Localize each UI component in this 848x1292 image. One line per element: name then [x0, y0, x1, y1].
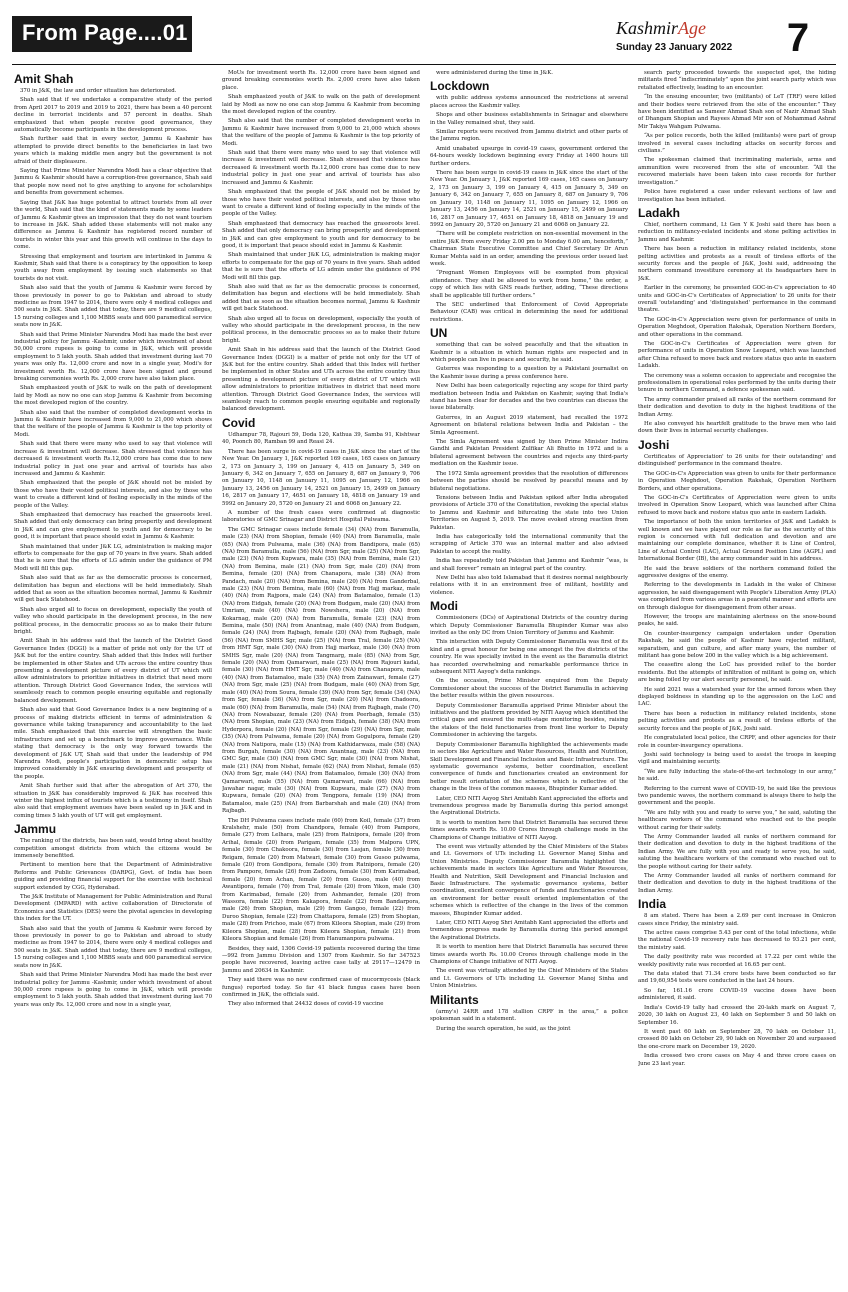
- article-paragraph: The event was virtually attended by the Chief Ministers of the States and Lt. Governors of UTs including Lt. Governor Manoj Sinha and Union Ministries. Deputy Commissioner Baramulla highlighted the achievements made in sectors like Agriculture and Water Resources, Health and Nutrition, Skill Development and Financial Inclusion and Basic Infrastructure. The systematic governance systems, better coordination, excellent convergence of funds and functionaries created an environment for better result oriented implementation of the schemes which is reflective of the change in the lives of the common masses, Bhupinder Kumar added.: [430, 843, 628, 917]
- article-paragraph: Referring to the developments in Ladakh in the wake of Chinese aggression, he said disengagement with People's Liberation Army (PLA) was completed from various areas in a peaceful manner and efforts are on through dialogue for disengagement from other areas.: [638, 582, 836, 611]
- brand-logo: [616, 18, 736, 40]
- article-paragraph: They also informed that 24432 doses of covid-19 vaccine: [228, 1001, 384, 1008]
- article-paragraph: It is worth to mention here that District Baramulla has secured three times awards worth Rs. 10.00 Crores through challenge mode in the Champions of Change initiative of NITI Aayog.: [430, 944, 628, 966]
- article-paragraph: The importance of both the union territories of J&K and Ladakh is well known and we have played our role as far as the security of this region is concerned with full dedication and devotion and are maintaining our complete dominance, whether it is Line of Control, Line of Actual Control (LAC), Actual Ground Position Line (AGPL) and International Border (IB), the army commander said in his address.: [638, 519, 836, 563]
- article-paragraph: Shah also said that as far as the democratic process is concerned, delimitation has begun and elections will be held immediately. Shah added that as soon as the situation becomes normal, Jammu & Kashmir will get back Statehood.: [14, 575, 212, 604]
- article-paragraph: New Delhi has also told Islamabad that it desires normal neighbourly relations with it in an environment free of militant, hostility and violence.: [430, 574, 628, 596]
- article-paragraph: were administered during the time in J&K.: [436, 70, 553, 76]
- article-paragraph: Shah emphasized that democracy has reached the grassroots level. Shah added that only democracy can bring prosperity and development in J&K and can give employment to youth and for democracy to be good, it is important that peace should exist in Jammu & Kashmir.: [14, 511, 212, 541]
- article-paragraph: “We are fully with you and ready to serve you,” he said, saluting the healthcare workers of the command who reached out to the people without caring for their safety.: [638, 809, 836, 831]
- article-paragraph: Stressing that employment and tourism are intertinked in Jammu & Kashmir, Shah said that there is a conspiracy by the opposition to keep youth away from employment by issuing such statements so that tourists do not visit.: [14, 253, 212, 282]
- article-paragraph: Shah emphasized youth of J&K to walk on the path of development laid by Modi as now no one can stop Jammu & Kashmir from becoming the most developed region of the country.: [222, 94, 420, 116]
- article-paragraph: Tensions between India and Pakistan spiked after India abrogated provisions of Article 370 of the Constitution, revoking the special status to Jammu and Kashmir and bifurcating the state into two Union Territories on August 5, 2019. The move evoked strong reaction from Pakistan.: [430, 494, 628, 531]
- article-paragraph: It is worth to mention here that District Baramulla has secured three times awards worth Rs. 10.00 Crores through challenge mode in the Champions of Change initiative of NITI Aayog.: [430, 819, 628, 841]
- article-paragraph: Shah emphasized that the people of J&K should not be misled by those who have their vested political interests, and also by those who want to create a different kind of feeling especially in the minds of the people of the Valley.: [222, 189, 420, 218]
- article-paragraph: The DH Pulwama cases include male (60) from Koil, female (37) from Kralshehr, male (50) from Chandpora, female (40) from Pampore, female (27) from Lelhara, male (25) from Ratnipora, female (20) from Arihal, female (20) from Parigam, female (35) from Malpora UPN, female (30) from Chakoora, female (30) from Lasjan, female (30) from Reigam, female (20) from Matwari, female (30) from Gusoo pulwama, female (20) from Gondipora, female (30) from Ratnipora, female (20) from Pampore, female (26) from Zadoora, female (30) from Karimabad, female (20) from Achan, female (20) from Gusoo, male (40) from Awantipora, female (70) from Tral, female (20) from Yikon, male (30) from Karimabad, female (20) from Ashmander, female (20) from Wassora, female (22) from Kakapora, female (22) from Bandarpora, male (26) from Shopian, male (29) from Gangoo, female (22) from Duroo Shopian, female (22) from Chattapora, female (25) from Shopian, male (28) from Prichoo, male (67) from Kileora Shopian, male (29) from Kileora Shopian, male (28) from Kileora Shopian, female (21) from Kileora Shopian and female (26) from Hanumanpora pulwama.: [222, 817, 420, 943]
- article-paragraph: India crossed two crore cases on May 4 and three crore cases on June 23 last year.: [638, 1053, 836, 1067]
- article-paragraph: Deputy Commissioner Baramulla highlighted the achievements made in sectors like Agriculture and Water Resources, Health and Nutrition, Skill Development and Financial Inclusion and Basic Infrastructure. The systematic governance systems, better coordination, excellent convergence of funds and functionaries created an environment for better result orientation of the schemes which is reflective of the change in the lives of the common masses, Bhupinder Kumar added.: [430, 741, 628, 793]
- article-paragraph: The GOC-in-C's Certificates of Appreciation were given for performance of units in Operation Snow Leopard, which was launched after China refused to move back and restore status quo ante in eastern Ladakh.: [638, 341, 836, 370]
- header-rule: [12, 64, 836, 65]
- section-heading: India: [638, 897, 667, 912]
- article-paragraph: He also conveyed his heartfelt gratitude to the brave men who laid down their lives in internal security challenges.: [638, 421, 836, 435]
- article-paragraph: Shah said that if we undertake a comparative study of the period from April 2017 to 2019 and 2019 to 2021, there has been a 40 percent decline in terrorist incidents and 57 percent in deaths. Shah emphasized that when people receive good governance, they automatically become participants in the development process.: [14, 97, 212, 134]
- article-paragraph: Shah maintained that under J&K LG, administration is making major efforts to compensate for the gap of 70 years in five years. Shah added that he is sure that the efforts of LG admin under the guidance of PM Modi will fill this gap.: [14, 543, 212, 572]
- article-paragraph: Amit Shah in his address said that the launch of the District Good Governance Index (DGGI) is a matter of pride not only for the UT of J&K but for the entire country. Shah added that this Index will further be implemented in other States and UTs across the entire country thus presenting a development picture of every district of UT which will allow administrators to prioritize initiatives in district that need more attention. Through District Good Governance Index, the services will seamlessly reach to common people ensuring equitable and regionally balanced development.: [222, 347, 420, 413]
- section-heading: UN: [430, 326, 448, 341]
- article-paragraph: There has been a reduction in militancy related incidents, stone pelting activities and protests as a result of tireless efforts of the security forces and the people of J&K, Joshi said, addressing the northern command investiture ceremony at its headquarters here in J&K.: [638, 246, 836, 282]
- article-paragraph: Shah also said that the youth of Jammu & Kashmir were forced by those previously in power to go to Pakistan and abroad to study medicine as from 1947 to 2014, there were only 4 medical colleges and 500 seats in J&K. Shah added that today, there are 9 medical colleges, 15 nursing colleges and 1,100 MBBS seats and 600 paramedical service seats now in J&K.: [14, 285, 212, 329]
- article-paragraph: Shah further said that in every sector, Jammu & Kashmir has attempted to provide direct benefits to the beneficiaries in last two years which is making middle men angry but the government is not afraid of their displeasure.: [14, 136, 212, 165]
- article-paragraph: Shah also said that Good Governance Index is a new beginning of a process of making districts efficient in terms of administration & governance while taking transparency and accountability to the last mile. Shah emphasized that this exercise will strengthen the basic infrastructure and set up a benchmark to improve governance. While stating that democracy is the only way forward towards the development of J&K UT, Shah said that under the leadership of PM Narendra Modi, people's participation in democratic setup has improved considerably in J&K ensuring development and prosperity of the people.: [14, 707, 212, 780]
- article-paragraph: He said 2021 was a watershed year for the armed forces when they displayed boldness in standing up to the aggression on the LoC and LAC.: [638, 686, 836, 708]
- section-heading: Modi: [430, 599, 458, 614]
- article-paragraph: Referring to the current wave of COVID-19, he said like the previous two pandemic waves, the northern command is always there to help the government and the people.: [638, 785, 836, 807]
- article-paragraph: Shah emphasized that the people of J&K should not be misled by those who have their vested political interests, and also by those who want to create a different kind of feeling especially in the minds of the people of the Valley.: [14, 480, 212, 509]
- section-title: From Page....01: [22, 20, 188, 45]
- article-paragraph: Amid unabated upsurge in covid-19 cases, government ordered the 64-hours weekly lockdown beginning every Friday at 1400 hours till further orders.: [430, 145, 628, 167]
- article-paragraph: Shah also said that the number of completed development works in Jammu & Kashmir have increased from 9,000 to 21,000 which shows that the welfare of the people of Jammu & Kashmir is the top priority of Modi.: [14, 409, 212, 438]
- article-paragraph: The Army Commander lauded all ranks of northern command for their dedication and devotion to duty in the highest traditions of the Indian Army.: [638, 873, 836, 894]
- article-paragraph: There has been surge in covid-19 cases in J&K since the start of the New Year. On January 1, J&K reported 169 cases, 165 cases on January 2, 173 on January 3, 199 on January 4, 415 on January 5, 349 on January 6, 342 on January 7, 655 on January 8, 687 on January 9, 706 on January 10, 1148 on January 11, 1095 on January 12, 1966 on January 13, 2456 on January 14, 2521 on January 15, 2499 on January 16, 2817 on January 17, 4651 on January 18, 4818 on January 19 and 5992 on January 20, 5720 on January 21 and 6068 on January 22.: [222, 448, 420, 507]
- article-paragraph: Shah also urged all to focus on development, especially the youth of valley who should participate in the development process, in the new political process, in the democratic process so as to make their future bright.: [222, 315, 420, 344]
- article-paragraph: The GOC-in-C's Certificates of Appreciation were given to units involved in Operation Snow Leopard, which was launched after China refused to move back and restore status quo ante in eastern Ladakh.: [638, 494, 836, 516]
- article-paragraph: The Army Commander lauded all ranks of northern command for their dedication and devotion to duty in the highest traditions of the Indian Army. We are fully with you and ready to serve you, he said, saluting the healthcare workers of the command who reached out to the people without caring for their safety.: [638, 833, 836, 870]
- article-paragraph: The ceasefire along the LoC has provided relief to the border residents. But the attempts of infiltration of militant is going on, which are being foiled by our alert security personnel, he said.: [638, 662, 836, 684]
- article-paragraph: “As per police records, both the killed (militants) were part of group involved in several cases including attacks on security forces and civilians.”: [638, 133, 836, 155]
- article-paragraph: Saying that Prime Minister Narendra Modi has a clear objective that Jammu & Kashmir should have a corruption-free governance, Shah said that people now need not to give anything to anyone for scholarships and benefits from government schemes.: [14, 168, 212, 197]
- article-paragraph: A number of the fresh cases were confirmed at diagnostic laboratories of GMC Srinagar and District Hospital Pulwama.: [222, 509, 420, 524]
- article-paragraph: Later, CEO NITI Aayog Shri Amitabh Kant appreciated the efforts and tremendous progress made by Baramulla during this period amongst the Aspirational Districts.: [430, 795, 628, 817]
- article-paragraph: The army commander praised all ranks of the northern command for their dedication and devotion to duty in the highest traditions of the Indian Army.: [638, 396, 836, 418]
- article-paragraph: Pertinent to mention here that the Department of Administrative Reforms and Public Grievances (DARPG), Govt. of India has been guiding and providing financial support for the exercise with technical support extended by CGG, Hyderabad.: [14, 862, 212, 891]
- section-heading: Militants: [430, 992, 479, 1007]
- article-paragraph: The J&K Institute of Management for Public Administration and Rural Development (IMPARD) with active collaboration of Directorate of Economics and Statistics (DES) were the pivotal agencies in developing this index for the UT.: [14, 894, 212, 923]
- article-paragraph: On the occasion, Prime Minister enquired from the Deputy Commissioner about the success of the District Baramulla in achieving the better results within the given resources.: [430, 678, 628, 700]
- article-paragraph: The active cases comprise 5.43 per cent of the total infections, while the national Covid-19 recovery rate has decreased to 93.21 per cent, the ministry said.: [638, 930, 836, 951]
- article-paragraph: Shah said that Prime Minister Narendra Modi has made the best ever industrial policy for Jammu -Kashmir, under which investment of about 50,000 crore rupees is going to come in J&K, which will provide employment to 5 lakh youth. Shah added that investment during last 70 years was only Rs. 12,000 crore and now in a single year,: [14, 972, 212, 1008]
- article-paragraph: Deputy Commissioner Baramulla apprised Prime Minister about the initiatives and the platform provided by NITI Aayog which identified the critical gaps and ensured the multi-stage monitoring besides, raising the stakes of the field functionaries from front line worker to Deputy Commissioner in achieving the targets.: [430, 702, 628, 739]
- article-paragraph: Later, CEO NITI Aayog Shri Amitabh Kant appreciated the efforts and tremendous progress made by Baramulla during this period amongst the Aspirational Districts.: [430, 920, 628, 941]
- article-paragraph: India has categorically told the international community that the scrapping of Article 370 was an internal matter and also advised Pakistan to accept the reality.: [430, 533, 628, 555]
- article-paragraph: Earlier in the ceremony, he presented GOC-in-C's appreciation to 40 units and GOC-in-C's Certificates of Appreciation' to 26 units for their overall 'outstanding' and 'distinguished' performance in the command theatre.: [638, 285, 836, 314]
- article-paragraph: search party proceeded towards the suspected spot, the hiding militants fired “indiscriminately” upon the joint search party which was retaliated effectively, leading to an encounter.: [638, 70, 836, 91]
- article-paragraph: The spokesman claimed that incriminating materials, arms and ammunition were recovered from the site of encounter. “All the recovered materials have been taken into case records for further investigation.”: [638, 157, 836, 186]
- article-paragraph: “There will be complete restriction on non-essential movement in the entire J&K from every Friday 2.00 pm to Monday 6.00 am, henceforth,” Chairman State Executive Committee and Chief Secretary Dr Arun Kumar Mehta said in an order, amending the previous order issued last week.: [430, 231, 628, 267]
- article-paragraph: Guterres was responding to a question by a Pakistani journalist on the Kashmir issue during a press conference here.: [430, 366, 628, 380]
- article-paragraph: New Delhi has been categorically rejecting any scope for third party mediation between India and Pakistan on Kashmir, saying that India's stand has been clear for decades and the two countries can discuss the issue bilaterally.: [430, 383, 628, 412]
- article-paragraph: During the search operation, he said, as the joint: [436, 1025, 571, 1032]
- article-paragraph: Commissioners (DCs) of Aspirational Districts of the country during which Deputy Commissioner Baramulla Bhupinder Kumar was also invited as the only DC from Union Territory of Jammu and Kashmir.: [430, 615, 628, 636]
- article-paragraph: “Pregnant Women Employees will be exempted from physical attendance. They shall be allowed to work from home,” the order, a copy of which lies with GNS reads further, adding, “These directions shall be applicable till further orders.”: [430, 270, 628, 299]
- article-paragraph: Shah also said that the number of completed development works in Jammu & Kashmir have increased from 9,000 to 21,000 which shows that the welfare of the people of Jammu & Kashmir is the top priority of Modi.: [222, 118, 420, 147]
- section-heading: Joshi: [638, 437, 670, 452]
- article-paragraph: The SEC underlined that Enforcement of Covid Appropriate Behaviour (CAB) was critical in determining the need for additional restrictions.: [430, 301, 628, 323]
- issue-date: Sunday 23 January 2022: [616, 42, 733, 53]
- article-paragraph: Joshi said technology is being used to assist the troops in keeping vigil and maintaining security.: [638, 751, 836, 766]
- article-paragraph: This interaction with Deputy Commissioner Baramulla was first of its kind and a great honour for being one amongst the five districts of the country. He was specially invited in the event as the Baramulla district has recorded overwhelming and remarkable performance thrice in subsequent NITI Aayog's delta rankings.: [430, 639, 628, 676]
- article-paragraph: There has been a reduction in militancy related incidents, stone pelting activities and protests as a result of tireless efforts of the security forces and the people of J&K, Joshi said.: [638, 710, 836, 732]
- column-2: [222, 70, 420, 1280]
- brand-age: Age: [678, 18, 706, 38]
- article-paragraph: Shah also said that the youth of Jammu & Kashmir were forced by those previously in power to go to Pakistan and abroad to study medicine as from 1947 to 2014, there were only 4 medical colleges and 500 seats in J&K. Shah added that today, there are 9 medical colleges, 15 nursing colleges and 1,100 MBBS seats and 600 paramedical service seats now in J&K.: [14, 925, 212, 969]
- article-paragraph: However, the troops are maintaining alertness on the snow-bound peaks, he said.: [638, 614, 836, 628]
- article-paragraph: On counter-insurgency campaign undertaken under Operation Rakshak, he said the people of Kashmir have rejected militant, separatism, and gun culture, and after many years, the number of militant has gone below 200 in the valley which is a big achievement.: [638, 630, 836, 660]
- article-paragraph: So far, 161.16 crore COVID-19 vaccine doses have been administered, it said.: [638, 987, 836, 1002]
- section-heading: Ladakh: [638, 205, 681, 220]
- article-paragraph: Chief, northern command, Lt Gen Y K Joshi said there has been a reduction in militancy-related incidents and stone pelting activities in Jammu and Kashmir.: [638, 221, 836, 243]
- column-1: [14, 70, 212, 1280]
- article-paragraph: The ranking of the districts, has been said, would bring about healthy competition amongst districts from which the citizens would be immensely benefitted.: [14, 838, 212, 859]
- article-paragraph: Shah also urged all to focus on development, especially the youth of valley who should participate in the development process, in the new political process, in the democratic process so as to make their future bright.: [14, 606, 212, 636]
- article-paragraph: The ceremony was a solemn occasion to appreciate and recognise the professionalism in operational roles performed by the units during their tenure in northern Command, a defence spokesman said.: [638, 372, 836, 394]
- article-paragraph: “In the ensuing encounter, two (militants) of LeT (TRF) were killed and their bodies were retrieved from the site of the encounter.” They have been identified as Sameer Ahmad Shah son of Nazir Ahmad Shah of Dhangam Shopian and Rayees Ahmad Mir son of Mohammad Ashraf Mir Takiya Wahgam Pulwama.: [638, 94, 836, 130]
- brand-kashmir: Kashmir: [616, 18, 679, 38]
- article-paragraph: India's Covid-19 tally had crossed the 20-lakh mark on August 7, 2020, 30 lakh on August 23, 40 lakh on September 5 and 50 lakh on September 16.: [638, 1004, 836, 1026]
- article-paragraph: He said the brave soldiers of the northern command foiled the aggressive designs of the enemy.: [638, 565, 836, 579]
- article-paragraph: Amit Shah further said that after the abrogation of Art 370, the situation in J&K has considerably improved & J&K has received this winter the highest influx of tourists which is a testimony in itself. Shah also said that employment avenues have been sealed up in J&K and in coming times 5 lakh youth of UT will get employment.: [14, 783, 212, 819]
- column-4: [638, 70, 836, 1280]
- article-paragraph: The data stated that 71.34 crore tests have been conducted so far and 19,60,954 tests were conducted in the last 24 hours.: [638, 971, 836, 985]
- article-paragraph: Saying that J&K has huge potential to attract tourists from all over the world, Shah said that the kind of statements made by some leaders of Jammu & Kashmir gives an impression that they do not want tourism to increase in J&K. Shah added these statements will not make any difference as Jammu & Kashmir has registered record number of tourists in winter this year and this growth will continue in the days to come.: [14, 199, 212, 251]
- article-paragraph: They said there was no new confirmed case of mucormycosis (black fungus) reported today. So far 41 black fungus cases have been confirmed in J&K, the officials said.: [222, 977, 420, 998]
- article-paragraph: Shah said that Prime Minister Narendra Modi has made the best ever industrial policy for Jammu -Kashmir, under which investment of about 50,000 crore rupees is going to come in J&K, which will provide employment to 5 lakh youth. Shah added that investment during last 70 years was only Rs. 12,000 crore and now in a single year, Modi's for investment worth Rs. 12,000 crore have been signed and ground breaking ceremonies worth Rs. 2,000 crore have also taken place.: [14, 331, 212, 383]
- article-paragraph: Shah said that there were many who used to say that violence will increase & investment will decrease. Shah stressed that violence has decreased & investment worth Rs.12,000 crore has come due to new industrial policy in just one year and arrival of tourists has also increased and Jammu & Kashmir.: [14, 441, 212, 477]
- article-paragraph: 370 in J&K, the law and order situation has deteriorated.: [20, 88, 177, 94]
- article-paragraph: The daily positivity rate was recorded at 17.22 per cent while the weekly positivity rate was recorded at 16.65 per cent.: [638, 954, 836, 968]
- section-heading: Jammu: [14, 822, 57, 837]
- article-paragraph: It went past 60 lakh on September 28, 70 lakh on October 11, crossed 80 lakh on October 29, 90 lakh on November 20 and surpassed the one-crore mark on December 19, 2020.: [638, 1028, 836, 1050]
- article-paragraph: Udhampur 78, Rajouri 59, Doda 120, Kathua 39, Samba 91, Kishtwar 40, Poonch 80, Ramban 99 and Reasi 24.: [222, 431, 420, 446]
- article-paragraph: Shah maintained that under J&K LG, administration is making major efforts to compensate for the gap of 70 years in five years. Shah added that he is sure that the efforts of LG admin under the guidance of PM Modi will fill this gap.: [222, 252, 420, 281]
- article-paragraph: “We are fully inducting the state-of-the-art technology in our army,” he said.: [638, 768, 836, 783]
- article-paragraph: The 1972 Simla agreement provides that the resolution of differences between the parties should be resolved by peaceful means and by bilateral negotiations.: [430, 470, 628, 492]
- article-paragraph: Police have registered a case under relevant sections of law and investigation has been initiated.: [638, 189, 836, 203]
- article-paragraph: The GOC-in-C's Appreciation were given for performance of units in Operation Meghdoot, Operation Rakshak, Operation Northern Borders, and other operations in the command.: [638, 316, 836, 338]
- page-number: 7: [786, 16, 810, 60]
- article-paragraph: something that can be solved peacefully and that the situation in Kashmir is a situation in which human rights are respected and in which people can live in peace and security, he said.: [430, 342, 628, 363]
- article-paragraph: Shah emphasized youth of J&K to walk on the path of development laid by Modi as now no one can stop Jammu & Kashmir from becoming the most developed region of the country.: [14, 385, 212, 407]
- section-heading: Amit Shah: [14, 72, 74, 86]
- section-heading: Lockdown: [430, 79, 490, 94]
- article-paragraph: with public address systems announced the restrictions at several places across the Kashmir valley.: [430, 95, 628, 109]
- article-paragraph: The GOC-in-C's Appreciation was given to units for their performance in Operation Meghdoot, Operation Rakshak, Operation Northern Borders, and other operations.: [638, 470, 836, 492]
- article-paragraph: Certificates of Appreciation' to 26 units for their outstanding' and distinguished' performance in the command theatre.: [638, 453, 836, 468]
- article-paragraph: Similar reports were received from Jammu district and other parts of the Jammu region.: [430, 129, 628, 143]
- article-paragraph: Guterres, in an August 2019 statement, had recalled the 1972 Agreement on bilateral relations between India and Pakistan – the Simla Agreement.: [430, 414, 628, 436]
- article-paragraph: Shah said that there were many who used to say that violence will increase & investment will decrease. Shah stressed that violence has decreased & investment worth Rs.12,000 crore has come due to new industrial policy in just one year and arrival of tourists has also increased and Jammu & Kashmir.: [222, 150, 420, 186]
- article-paragraph: Amit Shah in his address said that the launch of the District Good Governance Index (DGGI) is a matter of pride not only for the UT of J&K but for the entire country. Shah added that this Index will further be implemented in other States and UTs across the entire country thus presenting a development picture of every district of UT which will allow administrators to prioritize initiatives in district that need more attention. Through District Good Governance Index, the services will seamlessly reach to common people ensuring equitable and regionally balanced development.: [14, 638, 212, 704]
- section-banner: [12, 16, 192, 52]
- article-paragraph: (army's) 24RR and 178 stallion CRPF in the area,” a police spokesman said in a statement.: [430, 1008, 628, 1023]
- article-paragraph: Shah also said that as far as the democratic process is concerned, delimitation has begun and elections will be held immediately. Shah added that as soon as the situation becomes normal, Jammu & Kashmir will get back Statehood.: [222, 283, 420, 313]
- article-paragraph: Besides, they said, 1306 Covid-19 patients recovered during the time—992 from Jammu Division and 1307 from Kashmir. So far 347523 people have recovered, leaving active case tally at 29117—12479 in Jammu and 20634 in Kashmir.: [222, 945, 420, 974]
- column-3: [430, 70, 628, 1280]
- article-paragraph: The GMC Srinagar cases include female (34) (NA) from Baramulla, male (23) (NA) from Shopian, female (40) (NA) from Baramulla, male (65) (NA) from Pulwama, male (36) (NA) from Bandipora, male (65) (NA) from Baramulla, male (56) (NA) from Sgr, male (25) (NA) from Sgr, male (23) (NA) from Kupwara, male (35) (NA) from Bemina, male (21) (NA) from Bemina, male (21) (NA) from Sgr, male (20) (NA) from Bemina, female (20) (NA) from Chanapora, male (38) (NA) from Pandach, male (20) (NA) from Bemina, male (20) (NA) from Ganderbal, male (23) (NA) from Bemina, male (60) (NA) from Hajj markaz, male (40) (NA) from Rajpora, male (24) (NA) from Batamaloo, female (13) (NA) from Eidgah, female (20) (NA) from Budgam, male (20) (NA) from Umriam, male (40) (NA) from Nowshera, male (20) (NA) from Kokarnag, male (20) (NA) from Baramulla, female (23) (NA) from Bemina, male (50) (NA) from Anantnag, male (40) (NA) from Budgam, female (24) (NA) from Rajbagh, female (20) (NA) from Rajbagh, male (56) (NA) from SMHS Sgr, male (25) (NA) from Tral, female (25) (NA) from HMT Sgr, male (30) (NA) from Hajj markaz, male (30) (NA) from SMHS Sgr, male (20) (NA) from Tangmarg, male (85) (NA) from Sgr, female (20) (NA) from Qamarwari, male (25) (NA) from Rajouri kadal, female (30) (NA) from HMT Sgr, male (40) (NA) from Chanapora, male (40) (NA) from Batamaloo, male (35) (NA) from Zainawari, female (27) (NA) from Sgr, male (25) (NA) from Budgam, male (40) (NA) from Sgr, male (40) (NA) from Soura, female (39) (NA) from Sgr, female (34) (NA) from Sgr, female (36) (NA) from Sgr, male (20) (NA) from Chadoora, male (60) (NA) from Baramulla, male (54) (NA) from Rajbagh, male (70) (NA) from Nowabazar, female (20) (NA) from Peerbagh, female (55) (NA) from Shopian, male (23) (NA) from Eidgah, female (38) (NA) from Hyderpora, female (20) (NA) from Sgr, female (29) (NA) from Sgr, male (35) (NA) from Pulwama, female (20) (NA) from Gogulpora, female (29) (NA) from Natipora, male (15) (NA) from Kathidarwaza, male (58) (NA) from Burgah, female (30) (NA) from Anantnag, male (23) (NA) from GMC Sgr, male (30) (NA) from GMC Sgr, male (30) (NA) from Nishat, male (21) (NA) from Nishat, female (62) (NA) from Nishat, female (65) (NA) from Sgr, male (44) (NA) from Batamaloo, female (30) (NA) from Qamarwari, male (55) (NA) from Qamarwari, male (66) (NA) from Jawahar nagar, male (30) (NA) from Kupwara, male (27) (NA) from Kupwara, female (20) (NA) from Tengpora, female (19) (NA) from Batamaloo, male (25) (NA) from Barbarshah and male (20) (NA) from Rajbagh.: [222, 526, 420, 815]
- article-paragraph: The event was virtually attended by the Chief Ministers of the States and Lt. Governors of UTs including Lt. Governor Manoj Sinha and Union Ministries.: [430, 968, 628, 990]
- section-heading: Covid: [222, 415, 256, 430]
- article-paragraph: 8 am stated. There has been a 2.69 per cent increase in Omicron cases since Friday, the ministry said.: [638, 913, 836, 927]
- article-paragraph: Shops and other business establishments in Srinagar and elsewhere in the Valley remained shut, they said.: [430, 112, 628, 126]
- article-paragraph: Shah emphasized that democracy has reached the grassroots level. Shah added that only democracy can bring prosperity and development in J&K and can give employment to youth and for democracy to be good, it is important that peace should exist in Jammu & Kashmir.: [222, 220, 420, 249]
- article-paragraph: The Simla Agreement was signed by then Prime Minister Indira Gandhi and Pakistan President Zulfikar Ali Bhutto in 1972 and is a bilateral agreement between the countries and rejects any third-party mediation on the Kashmir issue.: [430, 439, 628, 468]
- article-paragraph: He congratulated local police, the CRPF, and other agencies for their role in counter-insurgency operations.: [638, 735, 836, 749]
- article-paragraph: There has been surge in covid-19 cases in J&K since the start of the New Year. On January 1, J&K reported 169 cases, 165 cases on January 2, 173 on January 3, 199 on January 4, 415 on January 5, 349 on January 6, 342 on January 7, 655 on January 8, 687 on January 9, 706 on January 10, 1148 on January 11, 1095 on January 12, 1966 on January 13, 2456 on January 14, 2521 on January 15, 2499 on January 16, 2817 on January 17, 4651 on January 18, 4818 on January 19 and 5992 on January 20, 5720 on January 21 and 6068 on January 22.: [430, 170, 628, 228]
- article-paragraph: MoUs for investment worth Rs. 12,000 crore have been signed and ground breaking ceremonies worth Rs. 2,000 crore have also taken place.: [222, 70, 420, 91]
- article-paragraph: India has repeatedly told Pakistan that Jammu and Kashmir “was, is and shall forever” remain an integral part of the country.: [430, 558, 628, 572]
